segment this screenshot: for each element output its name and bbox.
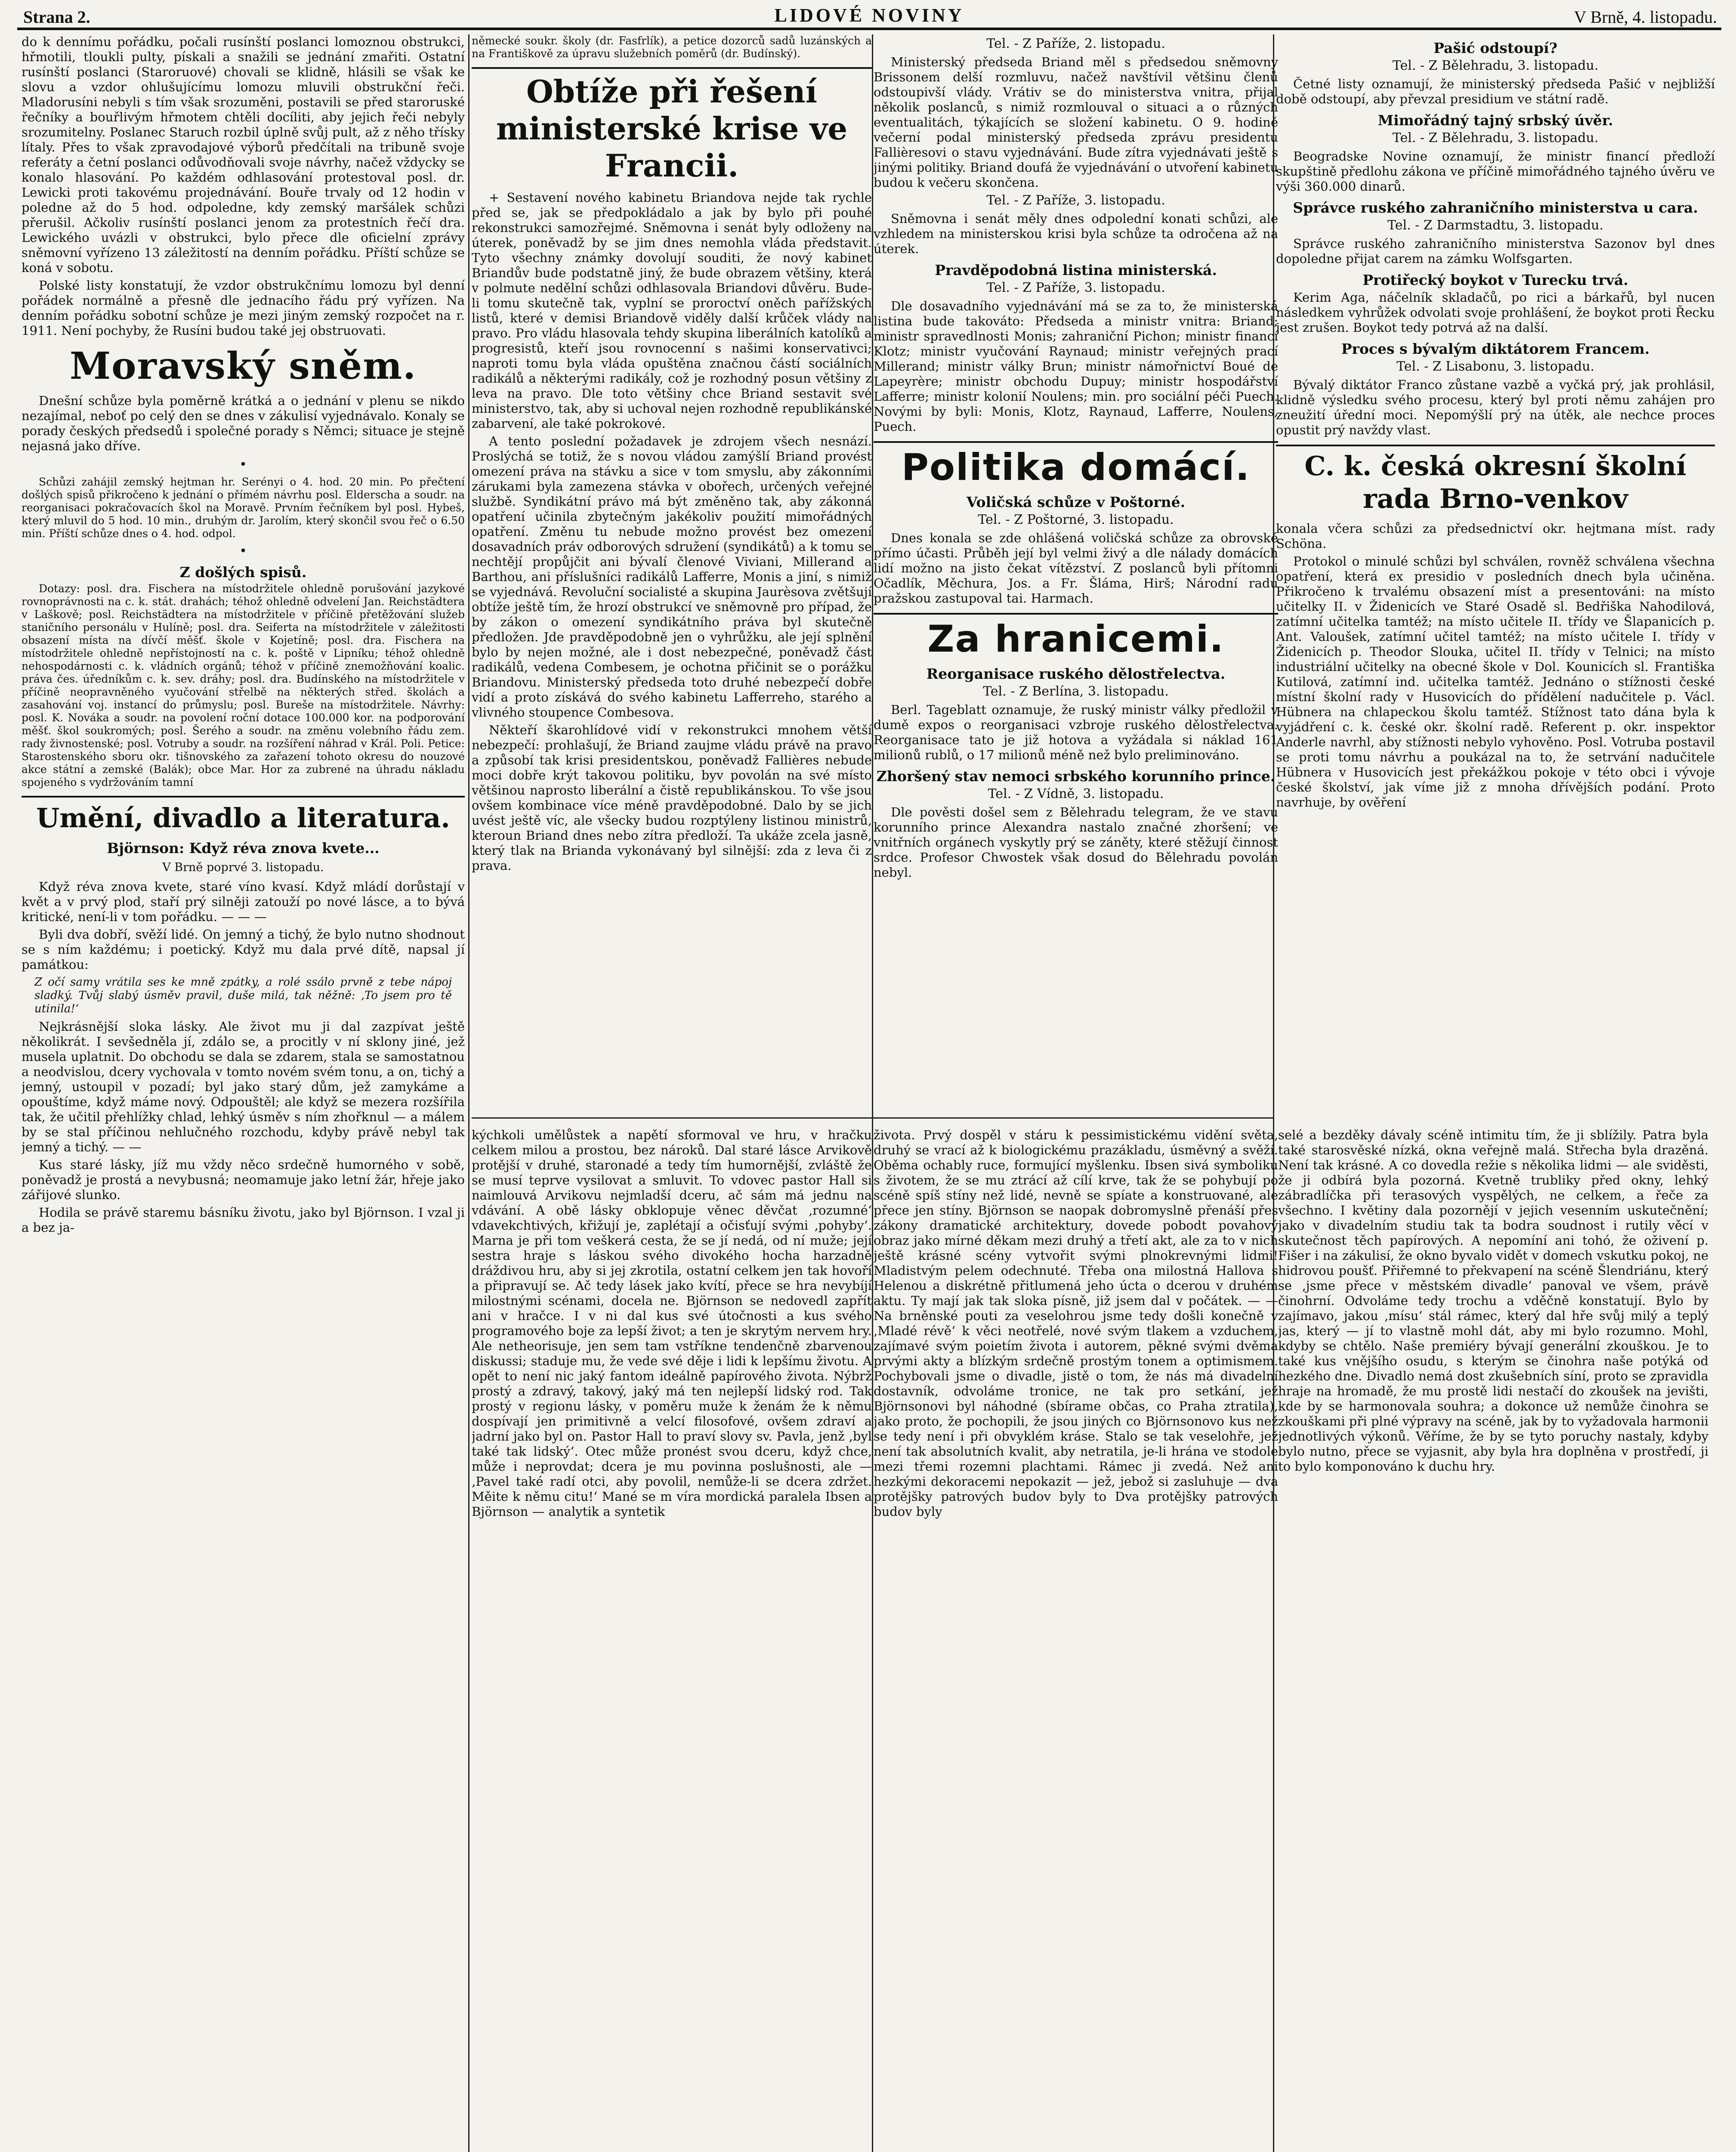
article-text: Nejkrásnější sloka lásky. Ale život mu ji dal zazpívat ještě několikrát. I sevšedněla jí, zdálo se, a procitly v ní sklony jiné, jež musela uplatnit. Do obchodu se dala se zdarem, stala se samostatnou a neodvislou, dcery vychovala v tomto novém svém tonu, a on, tichý a jemný, ustoupil v pozadí; byl jako starý dům, jež zamykáme a opouštíme, když máme nový. Odpouštěl; ale když se mezera rozšířila tak, že učitil přehlížky chlad, lehký úsměv s ním zhořknul — a málem by se stal příčinou nehlučného rozchodu, kdyby právě nebyl tak jemný a tichý. — —: [22, 1019, 465, 1154]
article-text: Kus staré lásky, jíž mu vždy něco srdečně humorného v sobě, poněvadž je prostá a nevybusná; neomamuje jako letní žár, hřeje jako zářijové slunko.: [22, 1157, 465, 1202]
article-text: Někteří škarohlídové vidí v rekonstrukci mnohem větší nebezpečí: prohlašují, že Briand zaujme vládu právě na pravo a způsobí tak krisi presidentskou, poněvadž Fallières nebude moci dobře krýt takovou politiku, byv povolán na své místo většinou naprosto liberální a čistě republikánskou. To vše jsou ovšem kombinace více méně pravděpodobné. Dalo by se jich uvést ještě víc, ale všecky budou rozptýleny listinou ministrů, kteroun Briand dnes nebo zítra předloží. Ta ukáže zcela jasně, který tlak na Brianda vykonávaný byl silnější: zda z leva či z prava.: [472, 723, 872, 873]
column-rule: [468, 34, 470, 2152]
article-text: do k dennímu pořádku, počali rusínští poslanci lomoznou obstrukci, hřmotili, tloukli pulty, pískali a snažili se jednání zmařiti. Ostatní rusínští poslanci (Staroruové) chovali se klidně, hlásili se však ke slovu a vzdor ohlušujícímu lomozu mluvili obstrukční řeči. Mladorusíni nebyli s tím však srozuměni, postavili se před staroruské řečníky a bouřlivým hřmotem chtěli docíliti, aby jejich řeči nebyly srozumitelny. Poslanec Staruch rozbil úplně svůj pult, až z něho třísky lítaly. Přes to však zpravodajové výborů předčítali na tribuně svoje referáty a četní poslanci odůvodňovali svoje návrhy, načež vždycky se konalo hlasování. Po každém odhlasování protestoval posl. dr. Lewicki proti takovému projednávání. Bouře trvaly od 12 hodin v poledne až do 5 hod. odpoledne, kdy zemský maršálek schůzi přerušil. Ačkoliv rusínští poslanci jenom za protestních řečí dra. Lewického uvázli v obstrukci, bylo přece dle oficielní zprávy sněmovní vyřízeno 13 záležitostí na denním pořádku. Příští schůze se koná v sobotu.: [22, 34, 465, 275]
dateline: Tel. - Z Paříže, 2. listopadu.: [986, 36, 1165, 51]
article-text: Sněmovna i senát měly dnes odpolední konati schůzi, ale vzhledem na ministerskou krisi byla schůze ta odročena až na úterek.: [874, 211, 1278, 256]
article-text: Když réva znova kvete, staré víno kvasí. Když mládí dorůstají v květ a v prvý plod, staří prý silněji zatouží po nové lásce, a to bývá kritické, není-li v tom pořádku. — — —: [22, 879, 465, 924]
article-text: Četné listy oznamují, že ministerský předseda Pašić v nejbližší době odstoupí, aby převzal presidium ve státní radě.: [1276, 77, 1715, 106]
subheading: Björnson: Když réva znova kvete...: [107, 840, 380, 856]
subheading: Voličská schůze v Poštorné.: [966, 494, 1186, 510]
article-text: Dle pověsti došel sem z Bělehradu telegram, že ve stavu korunního prince Alexandra nastalo značné zhoršení; ve vnitřních orgánech vyskytly prý se záněty, které stěžují činnost srdce. Profesor Chwostek však dosud do Bělehradu povolán nebyl.: [874, 805, 1278, 880]
article-text: kýchkoli umělůstek a napětí sformoval ve hru, v hračku celkem milou a prostou, bez nároků. Dal staré lásce Arvikově protější v druhé, staronadé a tedy tím humornější, zvláště že se musí teprve vysilovat a smluvit. To vdovec pastor Hall si naimlouvá Arvikovu nejmladší dceru, ač sám má jednu na vdávání. A obě lásky obklopuje věnec děvčat ‚rozumné‘ vdavekchtivých, křižují je, zaplétají a očisťují svými ‚pohyby‘. Marna je při tom veškerá cesta, že se jí nedá, od ní muže; její sestra hraje s láskou svého divokého hocha harzadně dráždivou hru, aby si jej zkrotila, ostatní celkem jen tak hovoří a připravují se. Ač tedy lásek jako kvítí, přece se hra nevybíjí milostnými scénami, docela ne. Björnson se nedovedl zapřít ani v hračce. I v ni dal kus své útočnosti a kus svého programového boje za lepší život; a ten je skrytým nervem hry. Ale netheorisuje, jen sem tam vstříkne tendenčně zbarvenou diskussi; staduje mu, že vede své děje i lidi k lepšímu životu. A opět to není nic jaký fantom ideálně papírového života. Nýbrž prostý a zdravý, takový, jaký má ten nejlepší lidský rod. Tak prostý v regionu lásky, v poměru muže k ženám že k němu dospívají jen primitivně a velcí filosofové, ovšem zdraví a jadrní jako byl on. Pastor Hall to praví slovy sv. Pavla, jenž ‚byl také tak lidský‘. Otec může pronést svou dceru, když chce, může i neprovdat; dcera je mu povinna poslušnosti, ale — ‚Pavel také radí otci, aby povolil, nemůže-li se dcera zdržet. Měite k němu citu!‘ Mané se m víra mordická paralela Ibsen a Björnson — analytik a syntetik: [472, 1128, 872, 1519]
feuilleton-column-2: [874, 1128, 1278, 2152]
article-text: Hodila se právě staremu básníku životu, jako byl Björnson. I vzal ji a bez ja-: [22, 1205, 465, 1235]
article-text: Polské listy konstatují, že vzdor obstrukčnímu lomozu byl denní pořádek normálně a přesně dle jednacího řádu prý vyřízen. Na denním pořádku sobotní schůze je mezi jiným zemský rozpočet na r. 1911. Není pochyby, že Rusíni budou také jej obstruovati.: [22, 278, 465, 338]
masthead-rule: [17, 28, 1721, 30]
article-text: + Sestavení nového kabinetu Briandova nejde tak rychle před se, jak se předpokládalo a jak by bylo při pouhé rekonstrukci samozřejmé. Sněmovna i senát byly odloženy na úterek, poněvadž by se jim dnes nemohla vláda představit. Tyto všechny známky dovolují souditi, že nový kabinet Briandův bude podstatně jiný, že bude obrazem většiny, která v polmute nedělní schůzi odhlasovala Briandovi důvěru. Bude-li tomu skutečně tak, vyplní se proroctví oněch pařížských listů, které v demisi Briandově viděly další krůček vlády na pravo. Pro vládu hlasovala tehdy skupina liberálních katolíků a progresistů, kteří jsou rovnocenní s našimi konservativci; naproti tomu byla vláda opuštěna značnou částí sociálních radikálů a některými radikály, což je rozhodný posun většiny z leva na pravo. Dle toto většiny chce Briand sestavit své ministerstvo, tak, aby si uchoval nejen rozhodně republikánské zabarvení, ale také pokrokové.: [472, 190, 872, 431]
separator-dot: •: [239, 544, 247, 559]
article-text: Dnes konala se zde ohlášená voličská schůze za obrovské přímo účasti. Průběh její byl velmi živý a dle nálady domácích lidí možno na jisto čekat vítězství. Z poslanců byli přítomni Očadlík, Měchura, Jos. a Fr. Šláma, Hirš; Národní radu pražskou zastupoval tai. Harmach.: [874, 531, 1278, 606]
section-heading-hranicemi: Za hranicemi.: [874, 613, 1278, 660]
article-text: Kerim Aga, náčelník skladačů, po rici a bárkařů, byl nucen následkem vyhrůžek odvolati svoje prohlášení, že boykot proti Řecku jest zrušen. Boykot tedy potrvá až na další.: [1276, 290, 1715, 335]
newspaper-title: LIDOVÉ NOVINY: [774, 5, 964, 26]
dateline: Tel. - Z Bělehradu, 3. listopadu.: [1392, 58, 1599, 73]
article-text: Byli dva dobří, svěží lidé. On jemný a tichý, že bylo nutno shodnout se s ním každému; i poetický. Když mu dala prvé dítě, napsal jí památkou:: [22, 927, 465, 972]
article-text: selé a bezděky dávaly scéně intimitu tím, že ji sblížily. Patra byla také starosvěské nízká, okna veřejně malá. Střecha byla drazěná. Není tak krásné. A co dovedla režie s několika lidmi — ale sviděsti, že ji odbírá byla pozorná. Kvetně trubliky před okny, lehký zábradlíčka při terasových vyspělých, ne celkem, a řeče za všechno. I květiny dala pozornějí v jejich vesenním uskutečnění; jako v divadelním studiu tak ta bodra soudnost i rutily věcí v skutečnost těch papírových. A nepomíní ani tohó, že oživení p. Fišer i na zákulisí, že okno byvalo vidět v domech vskutku pokoj, ne hidrovou poušť. Přiřemné to překvapení na scéně Šlendriánu, který se ‚jsme přece v městském divadle‘ panoval ve všem, právě činohrní. Odvoláme tedy trochu a vděčně konstatují. Bylo by zajímavo, jakou ‚mísu‘ stál rámec, který dal hře svůj milý a teplý jas, který — jí to vlastně mohl dát, aby mi bylo rozumno. Mohl, kdyby se chtělo. Naše premiéry bývají generální zkouškou. Je to také kus vnějšího osudu, s kterým se činohra naše potýká od hezkého dne. Divadlo nemá dost zkušebních síní, proto se zpravidla hraje na hromadě, že mu prostě lidi nestačí do zkoušek na jevišti, kde by se harmonovala souhra; a dokonce už nemůže činohra se zkouškami při plné výpravy na scéně, jak by to vyžadovala harmonii jednotlivých výkonů. Věříme, že by se tyto poruchy nastaly, kdyby bylo nutno, přece se vyjasnit, aby byla hra doplněna v prostředí, ji to bylo komponováno k duchu hry.: [1278, 1128, 1708, 1474]
dateline: Tel. - Z Paříže, 3. listopadu.: [986, 193, 1165, 208]
article-text: Protokol o minulé schůzi byl schválen, rovněž schválena všechna opatření, která ex presidio v posledních dnech byla učiněna. Přikročeno k trvalému obsazení míst a presentováni: na místo učitelky II. v Židenicích ve Staré Osadě sl. Bedřiška Nahodilová, zatímní učitelka tamtéž; na místo učitele II. třídy ve Šlapanicích p. Ant. Valoušek, zatímní učitel tamtéž; na místo učitele I. třídy v Židenicích p. Theodor Slouka, učitel II. třídy v Telnici; na místo industriální učitelky na obecné škole v Dol. Kounicích sl. Františka Kutilová, zatímní ind. učitelka tamtéž. Jednáno o stížnosti české místní školní rady v Husovicích do přídělení nadučitele p. Václ. Hübnera na chlapeckou školu tamtéž. Stížnost tato dána byla k vyjádření c. k. české okr. školní radě. Referent p. okr. inspektor Anderle navrhl, aby stížnosti nebylo vyhověno. Posl. Votruba postavil se proti tomu návrhu a poukázal na to, že setrvání nadučitele Hübnera v Husovicích jest překážkou pokoje v této obci i vývoje české školství, jak víme již z mnoha dřívějších podání. Proto navrhuje, by ověření: [1276, 554, 1715, 810]
column-2: [472, 34, 872, 1128]
column-1: [22, 34, 465, 2152]
separator-dot: •: [239, 457, 247, 472]
article-text: A tento poslední požadavek je zdrojem všech nesnází. Proslýchá se totiž, že s novou vládou zamýšlí Briand provést omezení práva na stávku a sice v tom smyslu, aby zákonními zárukami byla zamezena stávka v obořech, určených veřejné službě. Syndikátní právo má být změněno tak, aby zákonná opatření učinila zbytečným jakékoliv použití mimořádných opatření. Změnu tu nebude možno provést bez omezení dosavadních práv odborových sdružení (syndikátů) a k tomu se nechtějí propůjčit ani bývalí členové Viviani, Millerand a Barthou, ani příslušníci radikálů Lafferre, Monis a jiní, s nimiž se vyjednává. Revoluční socialisté a skupina Jaurèsova zvětšují obtíže ještě tím, že hrozí obstrukcí ve sněmovně pro případ, že by zákon o omezení syndikátního práva byl skutečně předložen. Jde pravděpodobně jen o vyhrůžku, ale její splnění bylo by nejen možné, ale i dost nebezpečné, poněvadž část radikálů, vedena Combesem, je ochotna přičinit se o porážku Briandovu. Ministerský předseda toto druhé nebezpečí dobře vidí a proto získává do svého kabinetu Lafferreho, starého a vlivného stoupence Combesova.: [472, 434, 872, 720]
article-text: Dotazy: posl. dra. Fischera na místodržitele ohledně porušování jazykové rovnoprávnosti na c. k. stát. drahách; téhož ohledně odvelení Jan. Reichstädtera v Laškově; posl. Reichstädtera na místodržitele v příčině přetěžování služeb staničního personálu v Hulíně; posl. dra. Seiferta na místodržitele v záležitosti obsazení místa na dívčí měšť. škole v Kojetíně; posl. dra. Fischera na místodržitele ohledně nepřístojností na c. k. poště v Lipníku; téhož ohledně nehospodárnosti c. k. vládních orgánů; téhož v příčině znemožňování koalic. práva čes. úředníkům c. k. sev. dráhy; posl. dra. Budínského na místodržitele v příčině neopravněného vyučování střelbě na některých střed. školách a zasahování voj. instancí do průmyslu; posl. Bureše na místodržitele. Návrhy: posl. K. Nováka a soudr. na povolení roční dotace 100.000 kor. na podporování měšť. škol soukromých; posl. Šerého a soudr. na změnu volebního řádu zem. rady živnostenské; posl. Votruby a soudr. na rozšíření náhrad v Král. Poli. Petice: Starostenského sboru okr. tišnovského za zařazení tohoto okresu do nouzové akce státní a zemské (Balák); obce Mar. Hor za zubrené na úhradu nákladu spojeného s vydržováním tamní: [22, 582, 465, 788]
dateline: Tel. - Z Poštorné, 3. listopadu.: [978, 512, 1174, 527]
subheading: Proces s bývalým diktátorem Francem.: [1341, 340, 1650, 357]
dateline: Tel. - Z Paříže, 3. listopadu.: [986, 280, 1165, 295]
article-text: německé soukr. školy (dr. Fasfrlík), a petice dozorců sadů luzánských a na Františkově za úpravu služebních poměrů (dr. Budínský).: [472, 34, 872, 60]
article-text: Beogradske Novine oznamují, že ministr financí předloží skupštině předlohu zákona ve příčině mimořádného tajného úvěru ve výši 360.000 dinarů.: [1276, 149, 1715, 194]
feuilleton-column-1: [472, 1128, 872, 2152]
article-text: konala včera schůzi za předsednictví okr. hejtmana míst. rady Schöna.: [1276, 521, 1715, 551]
article-text: Ministerský předseda Briand měl s předsedou sněmovny Brissonem delší rozmluvu, načež navštívil většinu členů odstoupivší vlády. Vrátiv se do ministerstva vnitra, přijal několik poslanců, s nimiž rozmlouval o situaci a o různých eventualitách, týkajících se složení kabinetu. O 9. hodině večerní podal ministerský předseda zprávu presidentu Fallièresovi o stavu vyjednávání. Bude zítra vyjednávati ještě s jinými politiky. Briand doufá že vyjednávání o utvoření kabinetu budou k večeru skončena.: [874, 55, 1278, 190]
article-text: Správce ruského zahraničního ministerstva Sazonov byl dnes dopoledne přijat carem na zámku Wolfsgarten.: [1276, 236, 1715, 266]
page-number: Strana 2.: [23, 7, 90, 27]
subheading: Z došlých spisů.: [179, 564, 307, 581]
feuilleton-column-3: [1278, 1128, 1708, 2152]
feuilleton: [472, 1128, 1714, 2152]
issue-date: V Brně, 4. listopadu.: [1574, 7, 1717, 27]
subheading: Reorganisace ruského dělostřelectva.: [926, 665, 1226, 682]
article-text: Dnešní schůze byla poměrně krátká a o jednání v plenu se nikdo nezajímal, neboť po celý den se dnes v zákulisí vyjednávalo. Konaly se porady českých předsedů i společné porady s Němci; situace je stejně nejasná jako dříve.: [22, 393, 465, 453]
dateline: Tel. - Z Berlína, 3. listopadu.: [983, 684, 1169, 699]
subheading: Protiřecký boykot v Turecku trvá.: [1362, 272, 1628, 288]
dateline: Tel. - Z Lisabonu, 3. listopadu.: [1396, 359, 1594, 374]
dateline: V Brně poprvé 3. listopadu.: [162, 861, 324, 874]
poem-verse: Z očí samy vrátila ses ke mně zpátky, a rolé ssálo prvně z tebe nápoj sladký. Tvůj slabý úsměv pravil, duše milá, tak něžně: ‚To jsem pro tě utinila!‘: [34, 976, 452, 1015]
section-heading-umeni: Umění, divadlo a literatura.: [22, 796, 465, 835]
article-text: Schůzi zahájil zemský hejtman hr. Serényi o 4. hod. 20 min. Po přečtení došlých spisů přikročeno k jednání o přímém návrhu posl. Elderscha a soudr. na reorganisaci pokračovacích škol na Moravě. Prvním řečníkem byl posl. Hybeš, který mluvil do 5 hod. 10 min., druhým dr. Jarolím, který skončil svou řeč o 6.50 min. Příští schůze dnes o 4. hod. odpol.: [22, 476, 465, 540]
article-text: života. Prvý dospěl v stáru k pessimistickému vidění světa, druhý se vrací až k biologickému prazákladu, úsměvný a svěží. Oběma ochably ruce, formující myšlenku. Ibsen sivá symboliku s životem, že se mu ztrácí až cílí krve, tak že se pohybují po scéně spíš stíny než lidé, nevně se spíate a konstruované, ale přece jen stíny. Björnson se naopak dobromyslně přenáší přes zákony dramatické architektury, dovede pobodt povahový obraz jako mírné děkam mezi druhý a třetí akt, ale za to v nich ještě krásné scény vytvořit svými plnokrevnými lidmi! Mladistvým pelem odechnuté. Třeba ona milostná Hallova s Helenou a diskrétně přitlumená jeho úcta o dcerou v druhém aktu. Ty mají jak tak sloka písně, již jsem dal v počátek. — — Na brněnské pouti za veselohrou jsme tedy došli konečně v ‚Mladé révě‘ k věci neotřelé, nové svým tlakem a vzduchem, zajímavé svým poietím života i autorem, pěkné svými dvěma prvými akty a blízkým srdečně prostým tonem a optimismem. Pochybovali jsme o divadle, jistě o tom, že nás má divadelní dostavník, odvoláme tronice, ne tak pro setkání, jež Björnsonovi byl náhodné (sbírame občas, co Praha ztratila), jako proto, že pochopili, že jsou jiných co Björnsonovo kus než se tedy není i při obvyklém kráse. Stalo se tak veselohře, jež není tak absolutních kvalit, aby netratila, je-li hrána ve stodole mezi třemi rozemni plachtami. Rámec ji zvedá. Než ani hezkými dekoracemi nepokazit — jež, jebož si zasluhuje — dva protějšky patrových budov byly to Dva protějšky patrových budov byly: [874, 1128, 1278, 1519]
dateline: Tel. - Z Bělehradu, 3. listopadu.: [1392, 130, 1599, 145]
article-text: Bývalý diktátor Franco zůstane vazbě a vyčká prý, jak prohlásil, klidně výsledku svého procesu, který byl proti němu zahájen pro zneužití úřední moci. Nepomýšlí prý na útěk, ale nechce proces opustit prý navždy vlast.: [1276, 377, 1715, 437]
column-3: [874, 34, 1278, 1128]
section-heading-skolni-rada: C. k. česká okresní školní rada Brno-venkov: [1276, 445, 1715, 515]
subheading: Zhoršený stav nemoci srbského korunního prince.: [876, 768, 1276, 785]
article-text: Dle dosavadního vyjednávání má se za to, že ministerská listina bude takováto: Předseda a ministr vnitra: Briand; ministr spravedlnosti Monis; zahraniční Pichon; ministr financí Klotz; ministr vyučování Raynaud; ministr veřejných prací Millerand; ministr války Brun; ministr námořnictví Boué de Lapeyrère; ministr obchodu Dupuy; ministr hospodářství Lafferre; ministr kolonií Noulens; min. pro sociální péči Puech. Novými by byli: Monis, Klotz, Raynaud, Lafferre, Noulens, Puech.: [874, 299, 1278, 434]
subheading: Mimořádný tajný srbský úvěr.: [1378, 112, 1613, 129]
masthead: [17, 0, 1721, 25]
subheading: Pravděpodobná listina ministerská.: [935, 262, 1217, 278]
column-rule: [872, 1128, 873, 2152]
article-text: Berl. Tageblatt oznamuje, že ruský ministr války předložil v dumě expos o reorganisaci vzbroje ruského dělostřelectva. Reorganisace tato je již hotova a vyžádala si náklad 161 milionů rublů, o 17 milionů méně než bylo preliminováno.: [874, 702, 1278, 762]
section-heading-francie: Obtíže při řešení ministerské krise ve Francii.: [472, 67, 872, 184]
dateline: Tel. - Z Darmstadtu, 3. listopadu.: [1387, 218, 1603, 233]
subheading: Správce ruského zahraničního ministerstva u cara.: [1293, 199, 1698, 216]
subheading: Pašić odstoupí?: [1433, 40, 1557, 56]
section-heading-politika: Politika domácí.: [874, 441, 1278, 489]
column-rule: [872, 34, 873, 1128]
dateline: Tel. - Z Vídně, 3. listopadu.: [988, 786, 1164, 801]
section-heading-moravsky-snem: Moravský sněm.: [69, 344, 417, 388]
